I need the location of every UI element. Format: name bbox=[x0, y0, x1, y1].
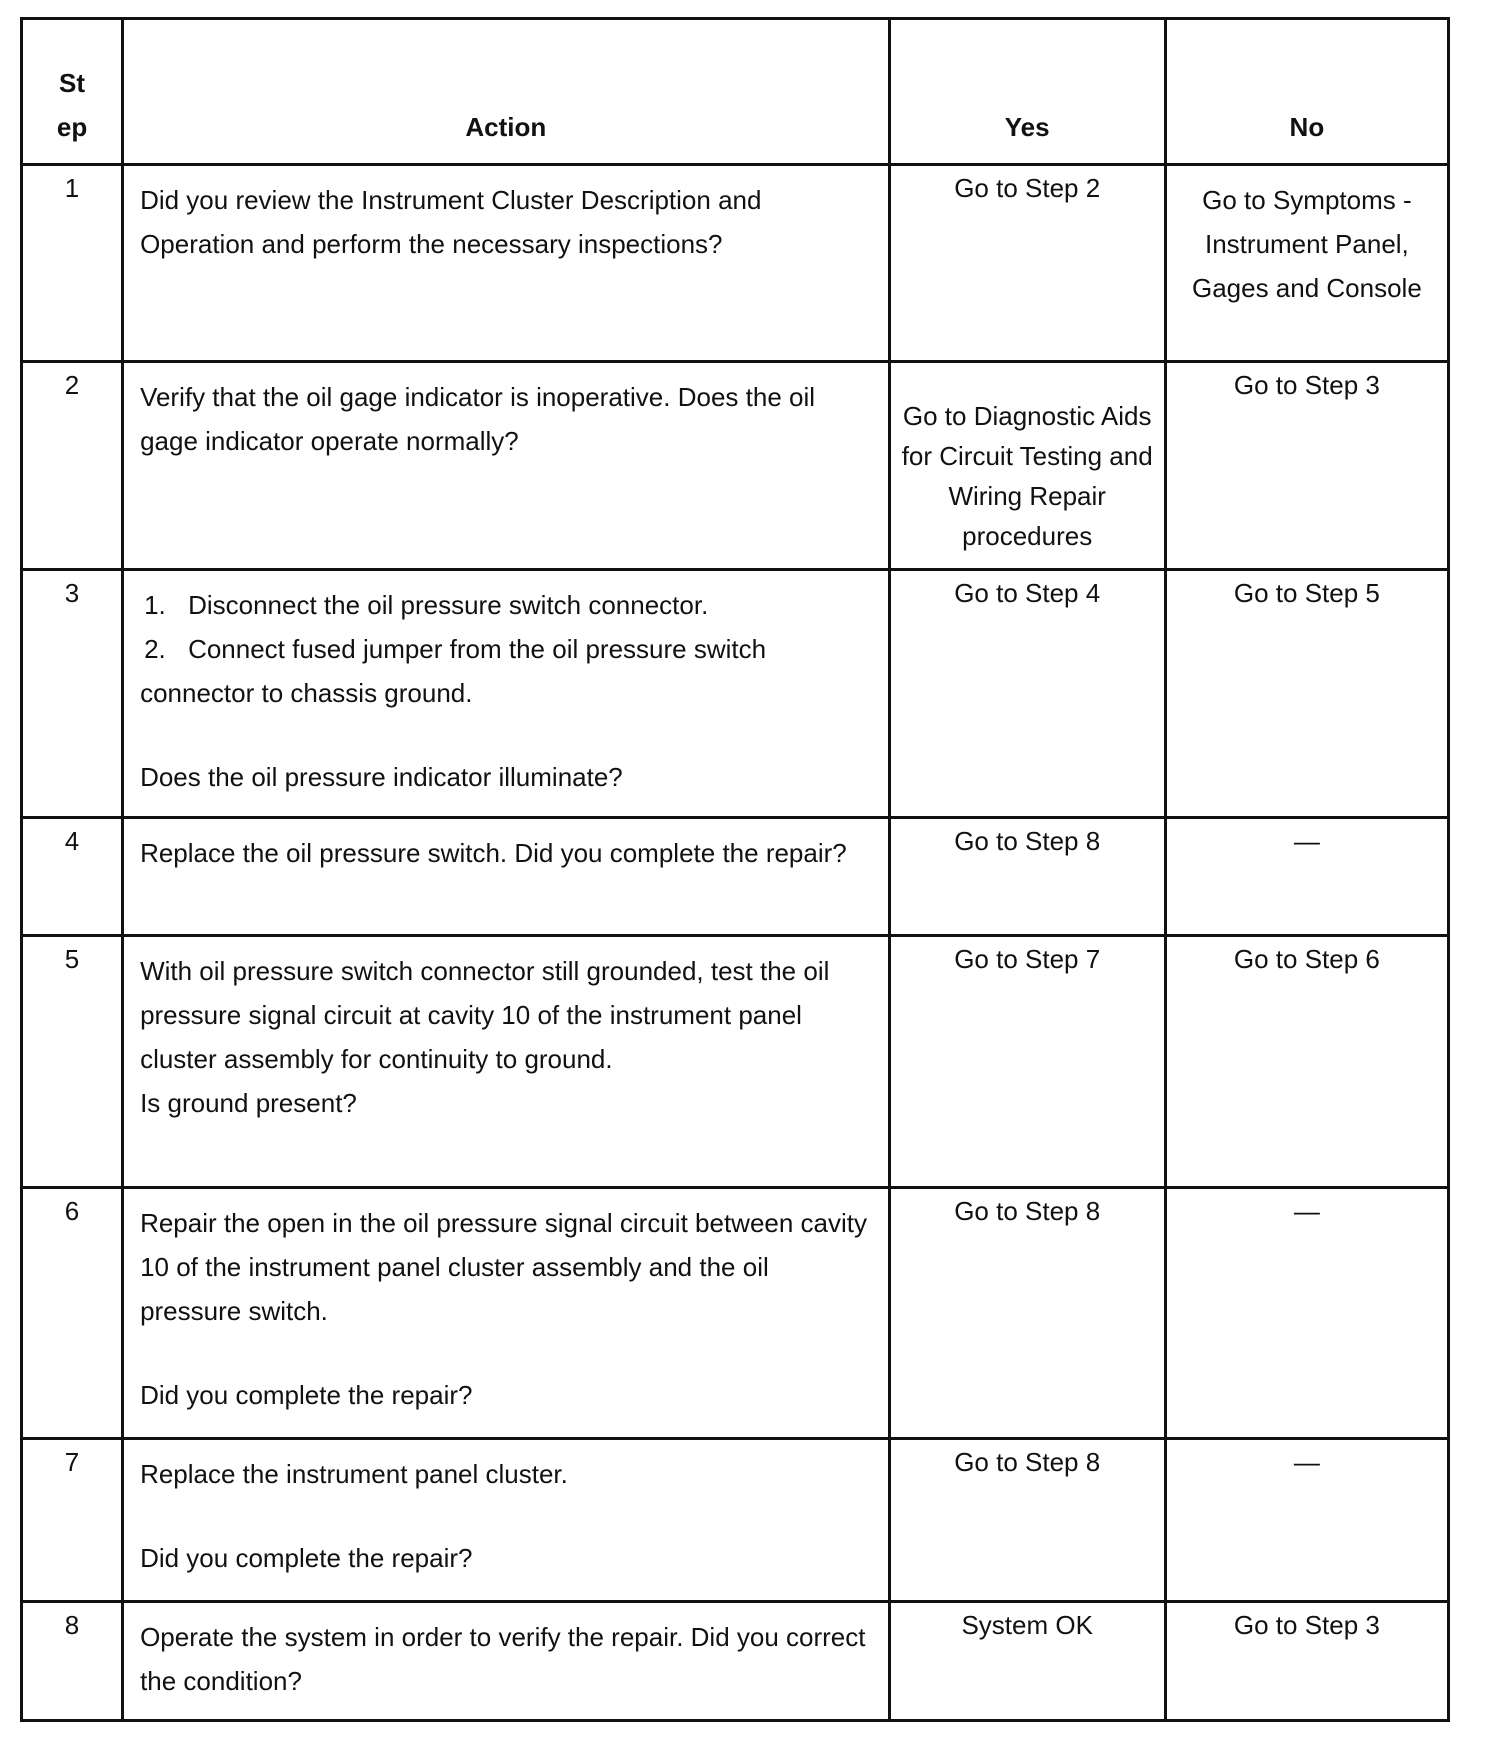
header-step-line2: ep bbox=[56, 112, 88, 142]
no-result: Go to Step 6 bbox=[1165, 936, 1448, 1188]
header-no: No bbox=[1165, 19, 1448, 165]
table-row bbox=[22, 1188, 1449, 1439]
diagnostic-table bbox=[20, 17, 1450, 1722]
action-question: Did you complete the repair? bbox=[140, 1380, 473, 1410]
action-cell bbox=[123, 1188, 890, 1439]
step-number: 4 bbox=[22, 818, 123, 936]
header-action: Action bbox=[123, 19, 890, 165]
step-number: 2 bbox=[22, 362, 123, 570]
step-number: 3 bbox=[22, 570, 123, 818]
no-result: — bbox=[1165, 1188, 1448, 1439]
no-result: Go to Step 3 bbox=[1165, 1602, 1448, 1721]
list-item bbox=[140, 583, 872, 627]
no-result: Go to Step 3 bbox=[1165, 362, 1448, 570]
table-row bbox=[22, 165, 1449, 362]
action-text: Verify that the oil gage indicator is inoperative. Does the oil gage indicator operate normally? bbox=[123, 362, 890, 570]
action-text: Repair the open in the oil pressure signal circuit between cavity 10 of the instrument panel cluster assembly and the oil pressure switch. bbox=[140, 1208, 868, 1326]
table-row bbox=[22, 1602, 1449, 1721]
list-item-number: 2. bbox=[144, 634, 166, 664]
step-number: 7 bbox=[22, 1439, 123, 1602]
action-question: Does the oil pressure indicator illuminate? bbox=[140, 762, 623, 792]
list-item-number: 1. bbox=[144, 590, 166, 620]
action-text: Replace the oil pressure switch. Did you complete the repair? bbox=[123, 818, 890, 936]
step-number: 5 bbox=[22, 936, 123, 1188]
action-list bbox=[140, 583, 872, 715]
action-question: Is ground present? bbox=[140, 1088, 357, 1118]
yes-result: Go to Step 2 bbox=[889, 165, 1165, 362]
step-number: 1 bbox=[22, 165, 123, 362]
yes-result: Go to Diagnostic Aids for Circuit Testing and Wiring Repair procedures bbox=[889, 362, 1165, 570]
yes-result: Go to Step 8 bbox=[889, 818, 1165, 936]
table-row bbox=[22, 1439, 1449, 1602]
action-cell bbox=[123, 936, 890, 1188]
action-question: Did you complete the repair? bbox=[140, 1543, 473, 1573]
no-result: Go to Symptoms - Instrument Panel, Gages and Console bbox=[1165, 165, 1448, 362]
header-step-line1: St bbox=[59, 68, 86, 98]
table-row bbox=[22, 818, 1449, 936]
no-result: — bbox=[1165, 818, 1448, 936]
action-text: Replace the instrument panel cluster. bbox=[140, 1459, 568, 1489]
yes-result: Go to Step 8 bbox=[889, 1188, 1165, 1439]
no-result: Go to Step 5 bbox=[1165, 570, 1448, 818]
table-row bbox=[22, 936, 1449, 1188]
yes-result: Go to Step 7 bbox=[889, 936, 1165, 1188]
action-cell bbox=[123, 1439, 890, 1602]
step-number: 6 bbox=[22, 1188, 123, 1439]
no-result: — bbox=[1165, 1439, 1448, 1602]
table-row bbox=[22, 362, 1449, 570]
header-yes: Yes bbox=[889, 19, 1165, 165]
action-text: With oil pressure switch connector still grounded, test the oil pressure signal circuit at cavity 10 of the instrument panel cluster assembly for continuity to ground. bbox=[140, 956, 830, 1074]
yes-result: Go to Step 8 bbox=[889, 1439, 1165, 1602]
list-item-text: Connect fused jumper from the oil pressure switch connector to chassis ground. bbox=[140, 634, 767, 708]
action-text: Operate the system in order to verify the repair. Did you correct the condition? bbox=[123, 1602, 890, 1721]
yes-result: Go to Step 4 bbox=[889, 570, 1165, 818]
header-row bbox=[22, 19, 1449, 165]
list-item-text: Disconnect the oil pressure switch connector. bbox=[188, 590, 709, 620]
step-number: 8 bbox=[22, 1602, 123, 1721]
table-row bbox=[22, 570, 1449, 818]
action-cell bbox=[123, 570, 890, 818]
action-text: Did you review the Instrument Cluster Description and Operation and perform the necessary inspections? bbox=[123, 165, 890, 362]
list-item bbox=[140, 627, 872, 715]
header-step bbox=[22, 19, 123, 165]
yes-result: System OK bbox=[889, 1602, 1165, 1721]
